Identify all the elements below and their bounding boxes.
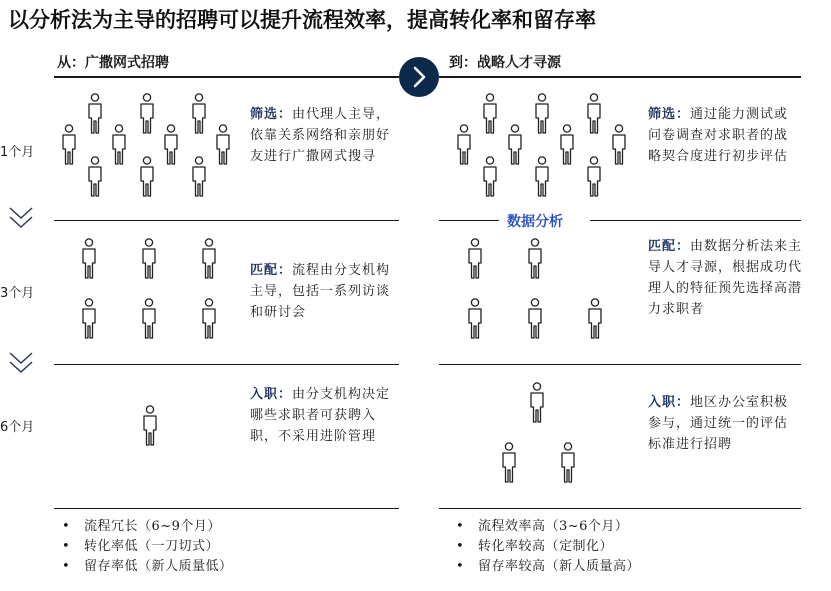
person-icon [138,156,156,198]
person-icon [110,124,128,166]
person-icon [585,93,603,135]
person-icon [141,405,159,447]
left-matching-desc [250,260,400,323]
right-column-header: 到：战略人才寻源 [449,55,561,71]
person-icon [506,124,524,166]
person-icon [481,156,499,198]
right-row-divider-3 [439,508,801,509]
left-onboarding-text: 由分支机构决定哪些求职者可获聘入职，不采用进阶管理 [250,387,391,444]
person-icon [586,298,604,340]
right-bullet-list [456,517,640,577]
right-screening-key: 筛选： [648,107,691,122]
person-icon [190,156,208,198]
person-icon [466,238,484,280]
left-onboarding-desc [250,384,400,447]
left-row-divider-3 [54,508,399,509]
right-row-divider-1b [590,220,801,221]
left-screening-key: 筛选： [250,107,293,122]
person-icon [533,93,551,135]
person-icon [200,298,218,340]
left-row-divider-2 [54,364,399,365]
data-analysis-label: 数据分析 [501,211,569,231]
person-icon [162,124,180,166]
month-label-1: 1个月 [0,145,35,160]
person-icon [559,442,577,484]
person-icon [80,298,98,340]
right-header-rule [439,76,801,78]
left-bullet-list [62,517,233,577]
right-row-divider-2 [439,364,801,365]
person-icon [500,442,518,484]
person-icon [200,238,218,280]
person-icon [455,124,473,166]
right-onboarding-desc [648,392,793,455]
left-onboarding-key: 入职： [250,387,293,402]
left-matching-key: 匹配： [250,263,293,278]
page-title: 以分析法为主导的招聘可以提升流程效率，提高转化率和留存率 [8,7,596,32]
left-row-divider-1 [54,220,399,221]
right-bullet: • 转化率较高（定制化） [456,539,614,554]
chevron-right-icon [399,57,439,97]
right-screening-text: 通过能力测试或问卷调查对求职者的战略契合度进行初步评估 [648,107,789,164]
left-bullet: • 留存率低（新人质量低） [62,559,233,574]
left-header-rule [54,76,399,78]
double-chevron-down-icon [8,350,34,378]
person-icon [86,93,104,135]
right-row-divider-1a [439,220,499,221]
person-icon [190,93,208,135]
left-bullet: • 转化率低（一刀切式） [62,539,220,554]
person-icon [610,124,628,166]
right-matching-text: 由数据分析法来主导人才寻源，根据成功代理人的特征预先选择高潜力求职者 [648,239,803,317]
left-column-header: 从：广撒网式招聘 [57,55,169,71]
person-icon [80,238,98,280]
right-matching-desc [648,236,808,320]
person-icon [214,124,232,166]
person-icon [526,238,544,280]
person-icon [140,298,158,340]
person-icon [140,238,158,280]
right-bullet: • 留存率较高（新人质量高） [456,559,641,574]
left-screening-text: 由代理人主导，依靠关系网络和亲朋好友进行广撒网式搜寻 [250,107,391,164]
left-matching-text: 流程由分支机构主导，包括一系列访谈和研讨会 [250,263,391,320]
person-icon [533,156,551,198]
right-screening-desc [648,104,793,167]
person-icon [526,298,544,340]
right-bullet: • 流程效率高（3~6个月） [456,519,629,534]
person-icon [585,156,603,198]
right-onboarding-key: 入职： [648,395,691,410]
person-icon [528,382,546,424]
double-chevron-down-icon [8,205,34,233]
person-icon [481,93,499,135]
left-screening-desc [250,104,400,167]
person-icon [86,156,104,198]
month-label-3: 6个月 [0,420,35,435]
month-label-2: 3个月 [0,286,35,301]
right-matching-key: 匹配： [648,239,691,254]
person-icon [138,93,156,135]
person-icon [60,124,78,166]
left-bullet: • 流程冗长（6~9个月） [62,519,221,534]
person-icon [558,124,576,166]
right-onboarding-text: 地区办公室积极参与，通过统一的评估标准进行招聘 [648,395,789,452]
person-icon [466,298,484,340]
